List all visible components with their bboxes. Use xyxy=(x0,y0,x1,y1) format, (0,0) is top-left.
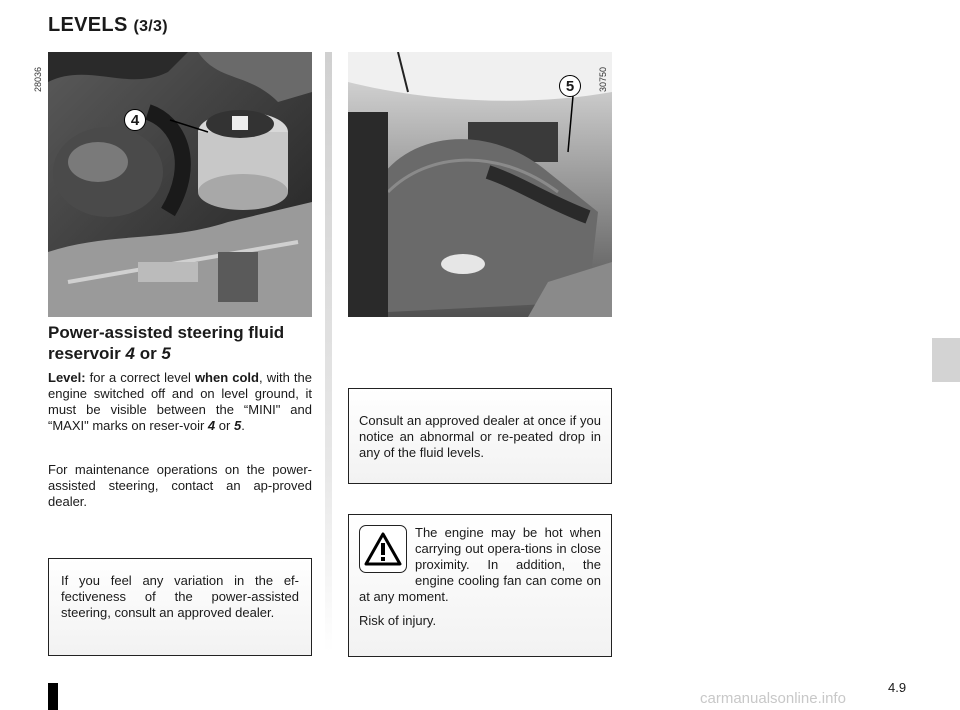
warning-box xyxy=(348,514,612,657)
heading-num1: 4 xyxy=(125,344,135,363)
corner-mark xyxy=(48,683,58,710)
column-divider xyxy=(325,52,332,652)
page-title xyxy=(48,14,168,37)
warning-risk: Risk of injury. xyxy=(359,613,437,628)
maintenance-paragraph: For maintenance operations on the power-assisted steering, contact an ap-proved dealer. xyxy=(48,462,312,509)
chapter-tab xyxy=(932,338,960,382)
note-box-fluid-levels xyxy=(348,388,612,484)
callout-5: 5 xyxy=(559,75,581,97)
note-text-fluid-levels: Consult an approved dealer at once if you notice an abnormal or re-peated drop in any of the fluid levels. xyxy=(359,413,601,460)
heading-num2: 5 xyxy=(161,344,171,363)
level-bold: when cold xyxy=(194,370,259,385)
level-or: or xyxy=(215,418,234,433)
footer-watermark: carmanualsonline.info xyxy=(700,690,846,707)
callout-4: 4 xyxy=(124,109,146,131)
section-heading xyxy=(48,322,318,364)
page-title-text: LEVELS xyxy=(48,14,128,36)
warning-icon-frame xyxy=(359,525,407,573)
page-title-section: (3/3) xyxy=(133,18,168,35)
level-num2: 5 xyxy=(233,418,242,433)
level-text1: for a correct level xyxy=(85,370,195,385)
photo-steering-reservoir xyxy=(48,52,312,317)
level-paragraph xyxy=(48,370,312,434)
level-num1: 4 xyxy=(207,418,216,433)
warning-triangle-icon xyxy=(364,532,402,566)
heading-prefix: reservoir xyxy=(48,344,126,363)
heading-line1: Power-assisted steering fluid xyxy=(48,323,285,342)
level-label: Level: xyxy=(48,370,86,385)
level-end: . xyxy=(241,418,245,433)
note-text-steering: If you feel any variation in the ef-fectiveness of the power-assisted steering, consult an approved dealer. xyxy=(61,573,299,620)
level-text2: , with the engine switched off and on level ground, it must be visible between the “MINI" and “MAXI" marks on reser-voir xyxy=(48,370,312,433)
heading-or: or xyxy=(134,344,162,363)
note-box-steering xyxy=(48,558,312,656)
page-number: 4.9 xyxy=(888,680,907,695)
warning-text: The engine may be hot when carrying out opera-tions in close proximity. In addition, the engine cooling fan can come on at any moment. xyxy=(359,525,601,604)
photo-ref-left: 28036 xyxy=(33,66,43,92)
photo-ref-right: 30750 xyxy=(598,66,608,92)
